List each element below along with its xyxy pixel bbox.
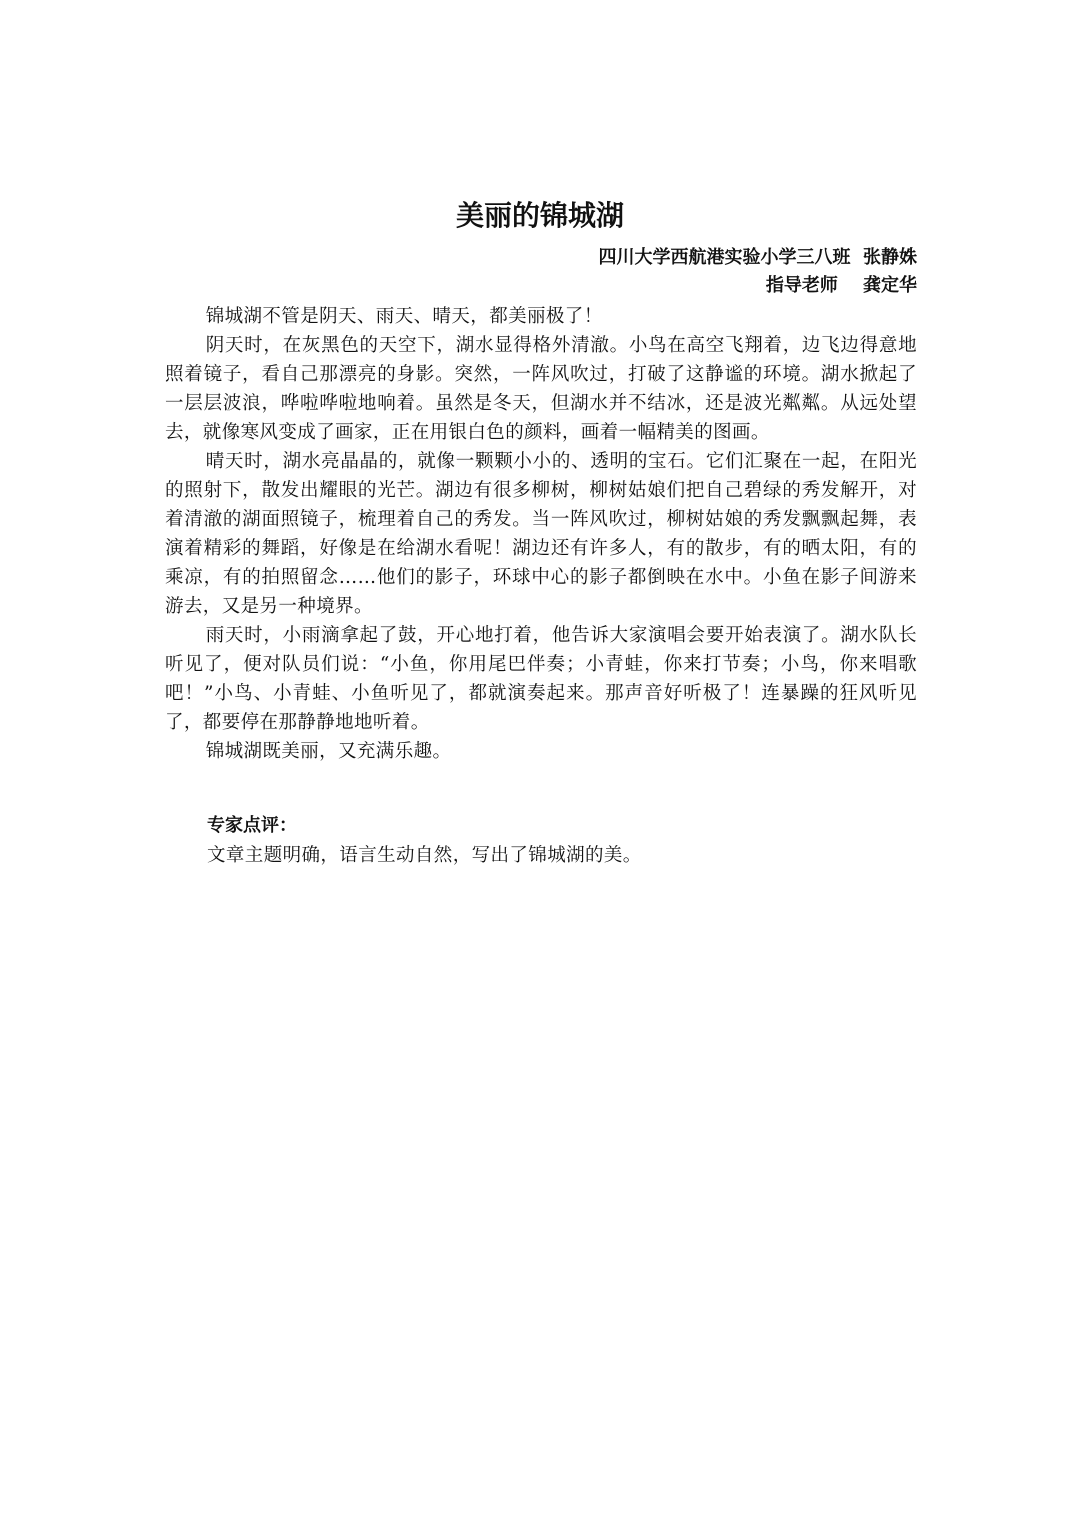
expert-comment-heading: 专家点评： — [207, 815, 297, 836]
article-title: 美丽的锦城湖 — [455, 199, 624, 232]
article-body — [165, 302, 917, 766]
paragraph-intro: 锦城湖不管是阴天、雨天、晴天，都美丽极了！ — [205, 306, 603, 327]
paragraph-rainy-day: 雨天时，小雨滴拿起了鼓，开心地打着，他告诉大家演唱会要开始表演了。湖水队长听见了，便对队员们说：“小鱼，你用尾巴伴奏；小青蛙，你来打节奏；小鸟，你来唱歌吧！”小鸟、小青蛙、小鱼听见了，都就演奏起来。那声音好听极了！连暴躁的狂风听见了，都要停在那静静地地听着。 — [165, 625, 917, 733]
paragraph-sunny-day: 晴天时，湖水亮晶晶的，就像一颗颗小小的、透明的宝石。它们汇聚在一起，在阳光的照射下，散发出耀眼的光芒。湖边有很多柳树，柳树姑娘们把自己碧绿的秀发解开，对着清澈的湖面照镜子，梳理着自己的秀发。当一阵风吹过，柳树姑娘的秀发飘飘起舞，表演着精彩的舞蹈，好像是在给湖水看呢！湖边还有许多人，有的散步，有的晒太阳，有的乘凉，有的拍照留念……他们的影子，环球中心的影子都倒映在水中。小鱼在影子间游来游去，又是另一种境界。 — [165, 451, 917, 617]
expert-comment-section — [165, 812, 917, 870]
expert-comment-text: 文章主题明确，语言生动自然，写出了锦城湖的美。 — [207, 845, 642, 866]
paragraph-cloudy-day: 阴天时，在灰黑色的天空下，湖水显得格外清澈。小鸟在高空飞翔着，边飞边得意地照着镜子，看自己那漂亮的身影。突然，一阵风吹过，打破了这静谧的环境。湖水掀起了一层层波浪，哗啦哗啦地响着。虽然是冬天，但湖水并不结冰，还是波光粼粼。从远处望去，就像寒风变成了画家，正在用银白色的颜料，画着一幅精美的图画。 — [165, 335, 917, 443]
teacher-byline: 指导老师 龚定华 — [765, 275, 917, 296]
author-byline: 四川大学西航港实验小学三八班 张静姝 — [598, 247, 917, 268]
paragraph-conclusion: 锦城湖既美丽，又充满乐趣。 — [205, 741, 452, 762]
